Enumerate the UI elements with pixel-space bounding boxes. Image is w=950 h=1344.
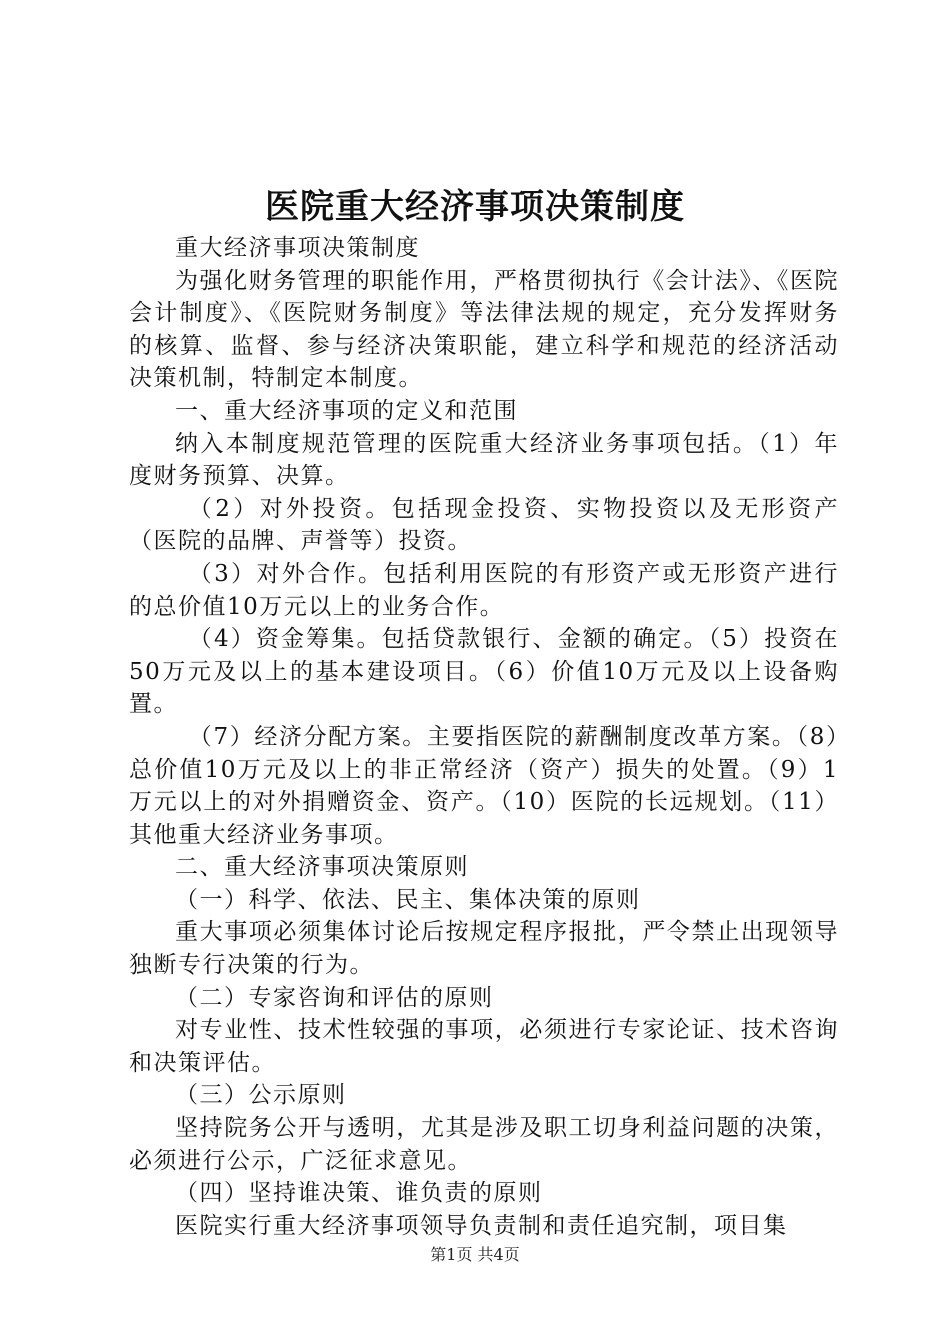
paragraph-item-3: （3）对外合作。包括利用医院的有形资产或无形资产进行的总价值10万元以上的业务合作。 — [129, 560, 839, 620]
paragraph-principle-1: 重大事项必须集体讨论后按规定程序报批，严令禁止出现领导独断专行决策的行为。 — [129, 919, 839, 979]
paragraph-principle-2: 对专业性、技术性较强的事项，必须进行专家论证、技术咨询和决策评估。 — [129, 1017, 839, 1076]
paragraph-item-4-6: （4）资金筹集。包括贷款银行、金额的确定。（5）投资在50万元及以上的基本建设项目。（6）价值10万元及以上设备购置。 — [129, 626, 839, 718]
page-title: 医院重大经济事项决策制度 — [265, 187, 685, 227]
document-body — [129, 232, 839, 1242]
section-heading-principles: 二、重大经济事项决策原则 — [175, 854, 469, 881]
section-heading-definition: 一、重大经济事项的定义和范围 — [175, 397, 518, 424]
paragraph-scope-intro: 纳入本制度规范管理的医院重大经济业务事项包括。（1）年度财务预算、决算。 — [129, 430, 839, 490]
paragraph-item-7-11: （7）经济分配方案。主要指医院的薪酬制度改革方案。（8）总价值10万元及以上的非正常经济（资产）损失的处置。（9）1万元以上的对外捐赠资金、资产。（10）医院的长远规划。（11）其他重大经济业务事项。 — [129, 723, 839, 848]
subheading-principle-2: （二）专家咨询和评估的原则 — [175, 984, 494, 1011]
paragraph-item-2: （2）对外投资。包括现金投资、实物投资以及无形资产（医院的品牌、声誉等）投资。 — [129, 495, 839, 555]
subheading-principle-4: （四）坚持谁决策、谁负责的原则 — [175, 1180, 543, 1207]
paragraph-principle-3: 坚持院务公开与透明，尤其是涉及职工切身利益问题的决策，必须进行公示，广泛征求意见。 — [129, 1115, 839, 1174]
paragraph-purpose: 为强化财务管理的职能作用，严格贯彻执行《会计法》、《医院会计制度》、《医院财务制度》等法律法规的规定，充分发挥财务的核算、监督、参与经济决策职能，建立科学和规范的经济活动决策机制，特制定本制度。 — [129, 267, 839, 392]
subheading-principle-3: （三）公示原则 — [175, 1082, 347, 1109]
page-number-footer: 第1页 共4页 — [430, 1245, 520, 1264]
paragraph-principle-4: 医院实行重大经济事项领导负责制和责任追究制，项目集 — [175, 1212, 788, 1239]
paragraph-subtitle: 重大经济事项决策制度 — [175, 235, 420, 261]
subheading-principle-1: （一）科学、依法、民主、集体决策的原则 — [175, 886, 641, 913]
